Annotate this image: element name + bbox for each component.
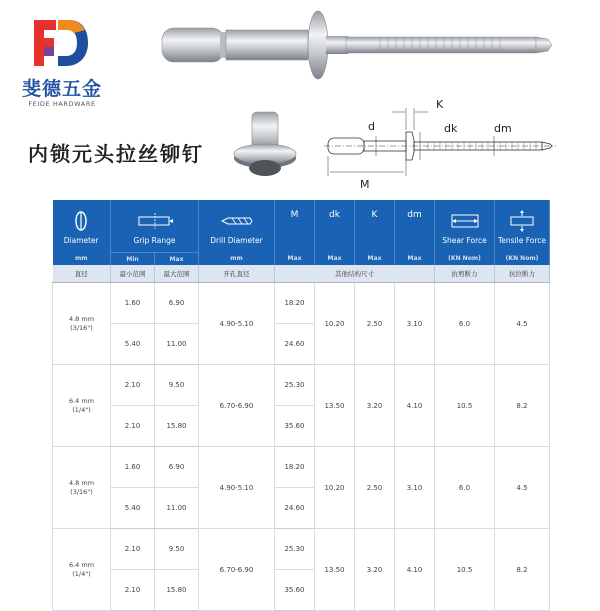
cell-diameter: 4.8 mm (3/16") [53, 447, 111, 529]
tensile-force-icon [507, 206, 537, 236]
cn-grip-max: 最大范围 [155, 265, 199, 283]
cell-m: 35.60 [275, 570, 315, 611]
cell-shear: 10.5 [435, 365, 495, 447]
product-title: 内锁元头拉丝铆钉 [28, 142, 204, 166]
cell-grip-min: 5.40 [111, 324, 155, 365]
diagram-label-dm: dm [494, 122, 512, 135]
cn-grip-min: 最小范围 [111, 265, 155, 283]
cell-shear: 6.0 [435, 283, 495, 365]
col-header-tensile-force: Tensile Force [495, 200, 550, 253]
cell-m: 25.30 [275, 365, 315, 406]
cn-shear: 抗剪断力 [435, 265, 495, 283]
unit-k: Max [355, 253, 395, 266]
brand-name-en: FEIDE HARDWARE [28, 100, 96, 108]
cell-grip-max: 9.50 [155, 365, 199, 406]
cell-grip-min: 2.10 [111, 365, 155, 406]
unit-diameter: mm [53, 253, 111, 266]
col-header-shear-force: Shear Force [435, 200, 495, 253]
cell-grip-max: 11.00 [155, 488, 199, 529]
col-header-k: K [355, 200, 395, 253]
col-header-m: M [275, 200, 315, 253]
unit-shear: (KN Nom) [435, 253, 495, 266]
cell-tensile: 4.5 [495, 447, 550, 529]
cell-k: 3.20 [355, 365, 395, 447]
rivet-dimension-diagram [318, 96, 578, 192]
rivet-photo [150, 0, 570, 100]
cell-grip-max: 9.50 [155, 529, 199, 570]
unit-grip-max: Max [155, 253, 199, 266]
cell-grip-min: 1.60 [111, 447, 155, 488]
fd-logo-icon [30, 16, 90, 70]
unit-grip-min: Min [111, 253, 155, 266]
cell-drill: 4.90-5.10 [199, 283, 275, 365]
cell-dm: 3.10 [395, 283, 435, 365]
cell-dk: 10.20 [315, 447, 355, 529]
cell-diameter: 4.8 mm (3/16") [53, 283, 111, 365]
cell-m: 24.60 [275, 488, 315, 529]
cell-grip-min: 2.10 [111, 406, 155, 447]
cn-other-dims: 其他结构尺寸 [275, 265, 435, 283]
col-header-diameter: Diameter [53, 200, 111, 253]
cell-drill: 4.90-5.10 [199, 447, 275, 529]
cell-grip-max: 15.80 [155, 406, 199, 447]
shear-force-icon [448, 206, 482, 236]
col-header-grip-range: Grip Range [111, 200, 199, 253]
table-row [53, 365, 550, 406]
cell-shear: 10.5 [435, 529, 495, 611]
unit-tensile: (KN Nom) [495, 253, 550, 266]
cell-m: 35.60 [275, 406, 315, 447]
cell-dm: 4.10 [395, 529, 435, 611]
cell-m: 18.20 [275, 447, 315, 488]
grip-range-icon [135, 206, 175, 236]
cell-grip-max: 15.80 [155, 570, 199, 611]
table-row [53, 529, 550, 570]
unit-dk: Max [315, 253, 355, 266]
cell-drill: 6.70-6.90 [199, 365, 275, 447]
col-header-dk: dk [315, 200, 355, 253]
collar-photo [230, 108, 310, 188]
cell-tensile: 8.2 [495, 529, 550, 611]
cell-grip-min: 5.40 [111, 488, 155, 529]
drill-icon [220, 206, 254, 236]
cell-m: 24.60 [275, 324, 315, 365]
diagram-label-d: d [368, 120, 375, 133]
cell-diameter: 6.4 mm (1/4") [53, 365, 111, 447]
diagram-label-dk: dk [444, 122, 458, 135]
cell-k: 2.50 [355, 283, 395, 365]
brand-name-cn: 斐德五金 [21, 78, 102, 100]
unit-drill: mm [199, 253, 275, 266]
cn-tensile: 抗拉断力 [495, 265, 550, 283]
cell-grip-max: 6.90 [155, 283, 199, 324]
unit-m: Max [275, 253, 315, 266]
cell-grip-max: 11.00 [155, 324, 199, 365]
cell-shear: 6.0 [435, 447, 495, 529]
cell-k: 2.50 [355, 447, 395, 529]
table-row [53, 283, 550, 324]
diagram-label-m: M [360, 178, 370, 191]
cell-dm: 4.10 [395, 365, 435, 447]
cn-diameter: 直径 [53, 265, 111, 283]
unit-dm: Max [395, 253, 435, 266]
cell-grip-min: 2.10 [111, 529, 155, 570]
spec-table [52, 200, 550, 611]
diameter-icon [74, 206, 88, 236]
brand-logo [14, 16, 110, 112]
cell-dk: 10.20 [315, 283, 355, 365]
col-header-dm: dm [395, 200, 435, 253]
cell-diameter: 6.4 mm (1/4") [53, 529, 111, 611]
cell-tensile: 4.5 [495, 283, 550, 365]
diagram-label-k: K [436, 98, 444, 111]
cell-tensile: 8.2 [495, 365, 550, 447]
cell-grip-min: 2.10 [111, 570, 155, 611]
cell-dk: 13.50 [315, 365, 355, 447]
cell-grip-max: 6.90 [155, 447, 199, 488]
cell-m: 18.20 [275, 283, 315, 324]
cell-drill: 6.70-6.90 [199, 529, 275, 611]
cell-m: 25.30 [275, 529, 315, 570]
cell-grip-min: 1.60 [111, 283, 155, 324]
table-row [53, 447, 550, 488]
cn-drill: 开孔直径 [199, 265, 275, 283]
cell-dk: 13.50 [315, 529, 355, 611]
cell-k: 3.20 [355, 529, 395, 611]
cell-dm: 3.10 [395, 447, 435, 529]
col-header-drill-diameter: Drill Diameter [199, 200, 275, 253]
